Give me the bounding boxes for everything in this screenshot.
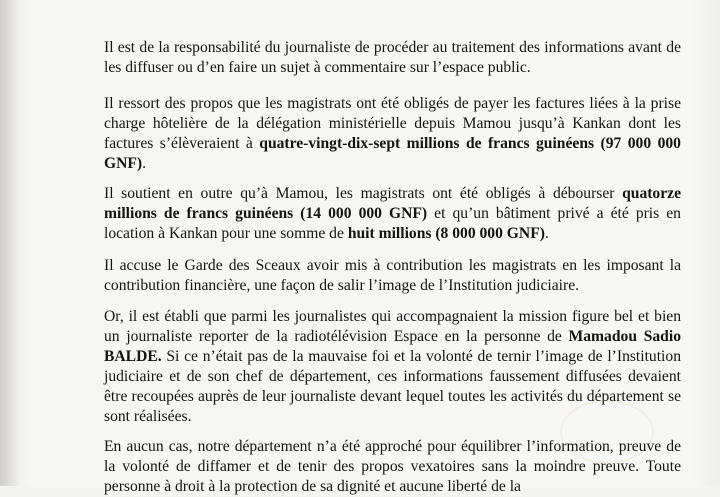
paragraph-text: . [544, 225, 549, 242]
paragraph-accusation [104, 256, 681, 296]
paragraph-text: Il soutient en outre qu’à Mamou, les magistrats ont été obligés à débourser [104, 185, 623, 202]
paragraph-text: Il ressort des propos que les magistrats ont été obligés de payer les factures liées à la prise charge hôtelière de la délégation ministérielle depuis Mamou jusqu’à Kankan dont les factures s’élèveraient à [104, 95, 681, 152]
amount-8-million: huit millions (8 000 000 GNF) [347, 225, 545, 242]
paragraph-journalist-present [104, 307, 681, 427]
paragraph-text: . [142, 155, 147, 172]
amount-97-million: quatre-vingt-dix-sept millions de francs guinéens (97 000 000 GNF) [104, 135, 681, 172]
amount-14-million: quatorze millions de francs guinéens (14 000 000 GNF) [104, 185, 681, 222]
journalist-name: Mamadou Sadio BALDE. [104, 328, 681, 365]
paragraph-text: Il est de la responsabilité du journaliste de procéder au traitement des informations avant de les diffuser ou d’en faire un sujet à commentaire sur l’espace public. [104, 39, 681, 76]
paragraph-text: Or, il est établi que parmi les journalistes qui accompagnaient la mission figure bel et bien un journaliste reporter de la radiotélévision Espace en la personne de [104, 308, 681, 345]
paragraph-responsibility [104, 38, 681, 78]
paragraph-text: En aucun cas, notre département n’a été approché pour équilibrer l’information, preuve de la volonté de diffamer et de tenir des propos vexatoires sans la moindre preuve. Toute personne à droit à la protection de sa dignité et aucune liberté de la [104, 438, 681, 495]
scan-edge-shadow [0, 0, 20, 486]
paragraph-text: et qu’un bâtiment privé a été pris en location à Kankan pour une somme de [104, 205, 681, 242]
paragraph-hotel-bills [104, 94, 681, 174]
paragraph-text: Il accuse le Garde des Sceaux avoir mis à contribution les magistrats en les imposant la contribution financière, une façon de salir l’image de l’Institution judiciaire. [104, 257, 681, 294]
paragraph-mamou-costs [104, 184, 681, 244]
paragraph-not-approached [104, 437, 681, 497]
paragraph-text: Si ce n’était pas de la mauvaise foi et la volonté de ternir l’image de l’Institution judiciaire et de son chef de département, ces informations faussement diffusées devaient être recoupées auprès de leur journaliste devant lequel toutes les activités du département se sont réalisées. [104, 348, 681, 425]
